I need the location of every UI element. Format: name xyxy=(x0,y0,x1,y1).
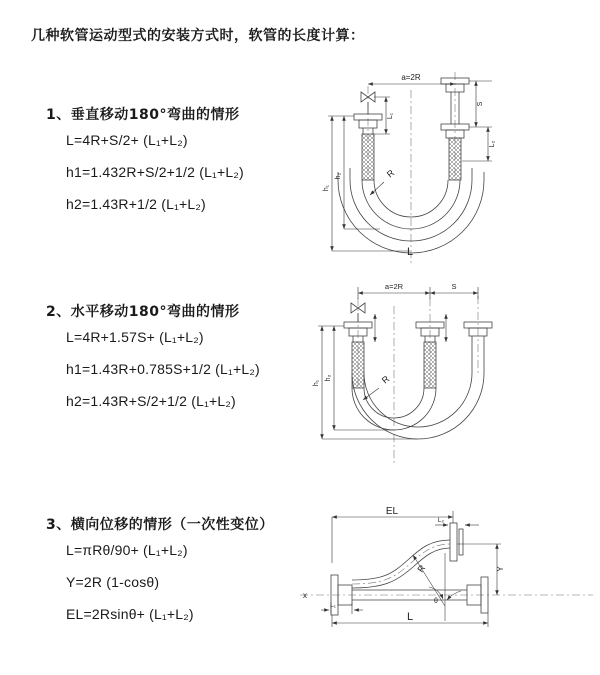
formula-line: EL=2Rsinθ+ (L₁+L₂) xyxy=(66,606,194,622)
formula-line: L=4R+1.57S+ (L₁+L₂) xyxy=(66,329,204,345)
radius-label: R xyxy=(415,563,428,575)
left-pipe-end xyxy=(344,303,372,388)
dim-label-l1: L₁ xyxy=(387,112,394,120)
diagram-1-drawing xyxy=(310,68,600,268)
section-3-heading: 3、横向位移的情形（一次性变位） xyxy=(46,517,274,533)
radius-label: R xyxy=(379,373,392,386)
formula-line: h2=1.43R+S/2+1/2 (L₁+L₂) xyxy=(66,393,236,409)
diagram-3-drawing xyxy=(295,503,600,648)
dim-label-h1: h₁ xyxy=(313,379,320,387)
dim-label-el: EL xyxy=(385,506,399,517)
hose-u-bend xyxy=(352,350,484,439)
diagram-vertical-180-bend xyxy=(310,68,600,268)
braided-hose-section xyxy=(352,342,364,388)
braided-hose-section xyxy=(424,342,436,388)
dimension-lines xyxy=(328,81,492,251)
radius-construction xyxy=(413,553,461,621)
formula-line: L=4R+S/2+ (L₁+L₂) xyxy=(66,132,188,148)
diagram-horizontal-180-bend xyxy=(305,278,600,468)
hose-displaced-position xyxy=(352,540,450,588)
centerlines xyxy=(300,544,593,595)
length-label: L xyxy=(407,611,414,623)
length-label: L xyxy=(407,246,414,258)
dim-label-s: S xyxy=(451,282,457,291)
formula-line: h1=1.432R+S/2+1/2 (L₁+L₂) xyxy=(66,164,244,180)
section-2-heading: 2、水平移动180°弯曲的情形 xyxy=(46,304,240,320)
dim-label-a2r: a=2R xyxy=(384,282,404,291)
formula-line: L=πRθ/90+ (L₁+L₂) xyxy=(66,542,188,558)
dimension-lines xyxy=(318,287,478,439)
diagram-lateral-displacement xyxy=(295,503,600,648)
centerlines xyxy=(368,72,455,264)
angle-label: θ xyxy=(434,598,438,605)
formula-line: h2=1.43R+1/2 (L₁+L₂) xyxy=(66,196,206,212)
dim-label-l1: L₁ xyxy=(330,602,336,609)
dim-label-h2: h₂ xyxy=(335,172,342,180)
formula-line: h1=1.43R+0.785S+1/2 (L₁+L₂) xyxy=(66,361,260,377)
dim-label-y: Y xyxy=(496,566,505,572)
page-title: 几种软管运动型式的安装方式时，软管的长度计算： xyxy=(31,28,365,44)
dim-label-h1: h₁ xyxy=(323,184,330,192)
diagram-2-drawing xyxy=(305,278,600,468)
formula-line: Y=2R (1-cosθ) xyxy=(66,574,160,590)
dim-label-a2r: a=2R xyxy=(401,73,421,82)
section-horizontal-bend xyxy=(46,301,260,409)
braided-hose-section xyxy=(449,138,461,180)
section-lateral-displacement xyxy=(46,514,274,622)
axis-marker-label: x xyxy=(303,591,307,600)
dim-label-l2: L₂ xyxy=(437,517,445,524)
radius-label: R xyxy=(384,167,397,180)
section-1-heading: 1、垂直移动180°弯曲的情形 xyxy=(46,107,240,123)
left-pipe-end xyxy=(354,92,382,180)
dim-label-s: S xyxy=(477,101,484,107)
dim-label-h2: h₂ xyxy=(325,374,332,382)
section-vertical-bend xyxy=(46,104,244,212)
displaced-flange xyxy=(450,523,463,561)
dim-label-l2: L₂ xyxy=(489,140,496,148)
braided-hose-section xyxy=(362,134,374,180)
